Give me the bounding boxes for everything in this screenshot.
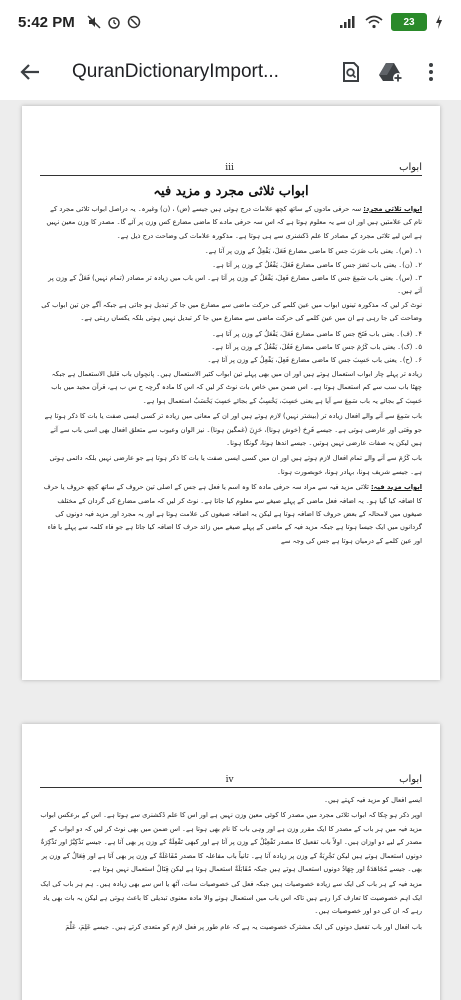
paragraph-text: مزید فیہ کے ہر باب کی ایک سے زیادہ خصوصیات ہیں جبکہ فعل کی خصوصیات سات، آٹھ یا اس سے بھی زیادہ ہیں۔ ہم ہر باب کی ایک ایک اہم خصوصیت کا تعارف کرا رہے ہیں تاکہ اس باب میں استعمال ہونے والا مادہ معنوی تبدیلی کا باعث ہوتی ہے لیکن یہ بات بھی یاد رہے کہ ان کی دو اور خصوصیات ہیں۔: [40, 880, 422, 916]
paragraph-text: ثلاثی مزید فیہ سے مراد سہ حرفی مادہ کا وہ اسم یا فعل ہے جس کے اصلی تین حروف کے ساتھ کچھ حروف یا حرف کا اضافہ کیا گیا ہو۔ یہ اضافہ فعل ماضی کے پہلے صیغے سے معلوم کیا جاتا ہے۔ نوٹ کر لیں کہ ماضی مضارع کی گردان کے مختلف صیغوں میں لامحالہ کے بعض حروف کا اضافہ ہوتا ہے لیکن یہ اضافہ صیغوں کی علامت ہوتا ہے اور یہ مجرد اور مزید فیہ دونوں کی گردانوں میں ایک جیسا ہوتا ہے جبکہ مزید فیہ کے ماضی کے پہلے صیغے میں زائد حرف کا اضافہ کیا جاتا ہے جو فاء کلمہ سے پہلے یا فاء اور عین کلمے کے درمیان ہوتا ہے جس کی وجہ سے: [43, 483, 422, 545]
usage-paragraph: زیادہ تر پہلے چار ابواب استعمال ہوتے ہیں اور ان میں بھی پہلے تین ابواب کثیر الاستعمال ہیں۔ پانچواں باب قلیل الاستعمال ہے جبکہ چھٹا باب سب سے کم استعمال ہوتا ہے۔ اس ضمن میں خاص بات نوٹ کر لیں کہ اس کا مادہ گرچہ ح س ب ہے، قرآن مجید میں باب حَسِبَ کے بجائے یہ باب سَمِعَ سے آیا ہے یعنی حَسِبَ، یَحْسِبُ کے بجائے حَسِبَ یَحْسَبُ استعمال ہوا ہے۔: [51, 369, 422, 405]
app-bar: [0, 44, 461, 100]
data-saver-icon: [127, 15, 141, 29]
document-search-icon: [340, 61, 362, 83]
page-content: [40, 774, 422, 1000]
pdf-page: [22, 106, 440, 680]
note-paragraph: نوٹ کر لیں کہ مذکورہ تینوں ابواب میں عین کلمے کی حرکت ماضی سے مضارع میں جا کر تبدیل ہو جاتی ہے جبکہ آگے جن تین ابواب کی وضاحت کی جا رہی ہے ان میں عین کلمے کی حرکت ماضی سے مضارع میں جا کر تبدیل نہیں ہوتی بلکہ یکساں رہتی ہے۔: [41, 300, 422, 323]
page-content: [40, 162, 422, 660]
paragraph-text: ایسے افعال کو مزید فیہ کہتے ہیں۔: [324, 796, 422, 804]
list-item: ۴۔ (ف)۔ یعنی باب فَتَحَ جس کا ماضی مضارع فَعَلَ، یَفْعَلُ کے وزن پر آتا ہے۔: [212, 329, 422, 338]
alarm-icon: [107, 15, 121, 29]
pdf-viewer[interactable]: [0, 100, 461, 1000]
chapter-title: ابواب ثلاثی مجرد و مزید فیہ: [153, 184, 309, 199]
battery-indicator: 23: [391, 13, 427, 31]
paragraph-text: اوپر ذکر ہو چکا کہ ابواب ثلاثی مجرد میں مصدر کا کوئی معین وزن نہیں ہے اور اس کا علم ڈکشنری سے ہوتا ہے۔ اس کے برعکس ابواب مزید فیہ میں ہر باب کے مصدر کا ایک مقرر وزن ہے اور وہی باب کا نام بھی ہوتا ہے۔ اس ضمن میں بھی نوٹ کر لیں کہ دو ابواب کے مصدر کے لیے دو اوزان ہیں۔ اولاً باب تفعیل کا مصدر تَفْعِیْلٌ کے وزن پر آتا ہے اور کبھی تَفْعِلَةٌ کے وزن پر بھی آتا ہے۔ جیسے تَذْکِیْرٌ اور تَذْکِرَةٌ دونوں استعمال ہوتے ہیں لیکن تَجْرِبَةٌ کے وزن پر زیادہ آتا ہے۔ ثانیاً باب مفاعلہ کا مصدر مُفَاعَلَةٌ کے وزن پر بھی آتا ہے اور فِعَالٌ کے وزن پر بھی۔ جیسے مُجَاهَدَةٌ اور جِهَادٌ دونوں استعمال ہوتے ہیں جبکہ مُقَابَلَةٌ استعمال ہوتا ہے لیکن قِتَالٌ استعمال نہیں ہوتا ہے۔: [40, 811, 422, 874]
running-head: [40, 162, 422, 176]
section-label: ابواب ثلاثی مجرد:: [363, 205, 422, 213]
running-head: [40, 774, 422, 788]
list-item: ۵۔ (ک)۔ یعنی باب کَرُمَ جس کا ماضی مضارع فَعُلَ، یَفْعُلُ کے وزن پر آتا ہے۔: [211, 343, 422, 352]
back-button[interactable]: [10, 52, 50, 92]
search-in-document-button[interactable]: [331, 52, 371, 92]
list-item: ۶۔ (ح)۔ یعنی باب حَسِبَ جس کا ماضی مضارع فَعِلَ، یَفْعِلُ کے وزن پر آتا ہے۔: [207, 356, 422, 365]
status-bar: [0, 0, 461, 44]
paragraph-text: باب افعال اور باب تفعیل دونوں کی ایک مشترک خصوصیت یہ ہے کہ عام طور پر فعل لازم کو متعدی کرتے ہیں۔ جیسے عَلِمَ، عَلَّمَ: [65, 922, 422, 931]
running-head-title: ابواب: [399, 162, 422, 173]
more-vert-icon: [428, 62, 434, 82]
section-label: ابواب مزید فیہ:: [370, 483, 422, 492]
page-number: iii: [225, 163, 234, 173]
intro-paragraph: [40, 203, 422, 243]
mazeed-paragraph: [40, 481, 422, 548]
paragraph-text: سہ حرفی مادوں کے ساتھ کچھ علامات درج ہوئی ہیں جیسے (ض) ، (ن) وغیرہ۔ یہ دراصل ابواب ثلاثی مجرد کے نام کی علامتیں ہیں اور ان سے یہ معلوم ہوتا ہے کہ اس سہ حرفی مادے کا ماضی مضارع کس وزن پر آئے گا۔ مصدر کا وزن معین نہیں ہے اس لیے ثلاثی مجرد کے مصادر کا علم ڈکشنری سے ہی ہوتا ہے۔ مذکورہ علامات کی وضاحت درج ذیل ہے۔: [46, 205, 422, 240]
list-item: ۱۔ (ض)۔ یعنی باب ضَرَبَ جس کا ماضی مضارع فَعَلَ، یَفْعِلُ کے وزن پر آتا ہے۔: [204, 247, 422, 256]
status-time: 5:42 PM: [18, 13, 75, 31]
list-item: ۲۔ (ن)۔ یعنی باب نَصَرَ جس کا ماضی مضارع فَعَلَ، یَفْعُلُ کے وزن پر آتا ہے۔: [212, 260, 422, 269]
running-head-title: ابواب: [399, 774, 422, 785]
list-item: ۳۔ (س)۔ یعنی باب سَمِعَ جس کا ماضی مضارع فَعِلَ، یَفْعَلُ کے وزن پر آتا ہے۔ اس باب میں زیادہ تر مصادر (تمام نہیں) فَعَلٌ کے وزن پر آتے ہیں۔: [48, 274, 422, 296]
drive-add-icon: [378, 61, 404, 83]
signal-icon: [339, 15, 357, 29]
mute-icon: [87, 15, 101, 29]
karuma-paragraph: باب کَرُمَ سے آنے والے تمام افعال لازم ہوتے ہیں اور ان میں کسی ایسی صفت یا بات کا ذکر ہوتا ہے جو عارضی نہیں بلکہ دائمی ہوتی ہے۔ جیسے شریف ہونا، بہادر ہونا، خوبصورت ہونا۔: [49, 454, 422, 476]
pdf-page: [22, 724, 440, 1000]
add-to-drive-button[interactable]: [371, 52, 411, 92]
arrow-left-icon: [19, 61, 41, 83]
lazim-paragraph: باب سَمِعَ سے آنے والے افعال زیادہ تر (بیشتر نہیں) لازم ہوتے ہیں اور ان کے معانی میں زیادہ تر کسی ایسی صفت یا بات کا ذکر ہوتا ہے جو وقتی اور عارضی ہوتی ہے۔ جیسے فَرِحَ (خوش ہونا)، حَزِنَ (غمگین ہونا)۔ نیز الوان وعیوب سے متعلق افعال بھی اسی باب سے آتے ہیں لیکن یہ صفات عارضی نہیں ہوتیں۔ جیسے اندھا ہونا، گونگا ہونا۔: [44, 412, 422, 447]
more-options-button[interactable]: [411, 52, 451, 92]
page-number: iv: [225, 775, 234, 785]
document-title: QuranDictionaryImport...: [72, 61, 279, 82]
wifi-icon: [365, 15, 383, 29]
charging-icon: [435, 15, 443, 29]
